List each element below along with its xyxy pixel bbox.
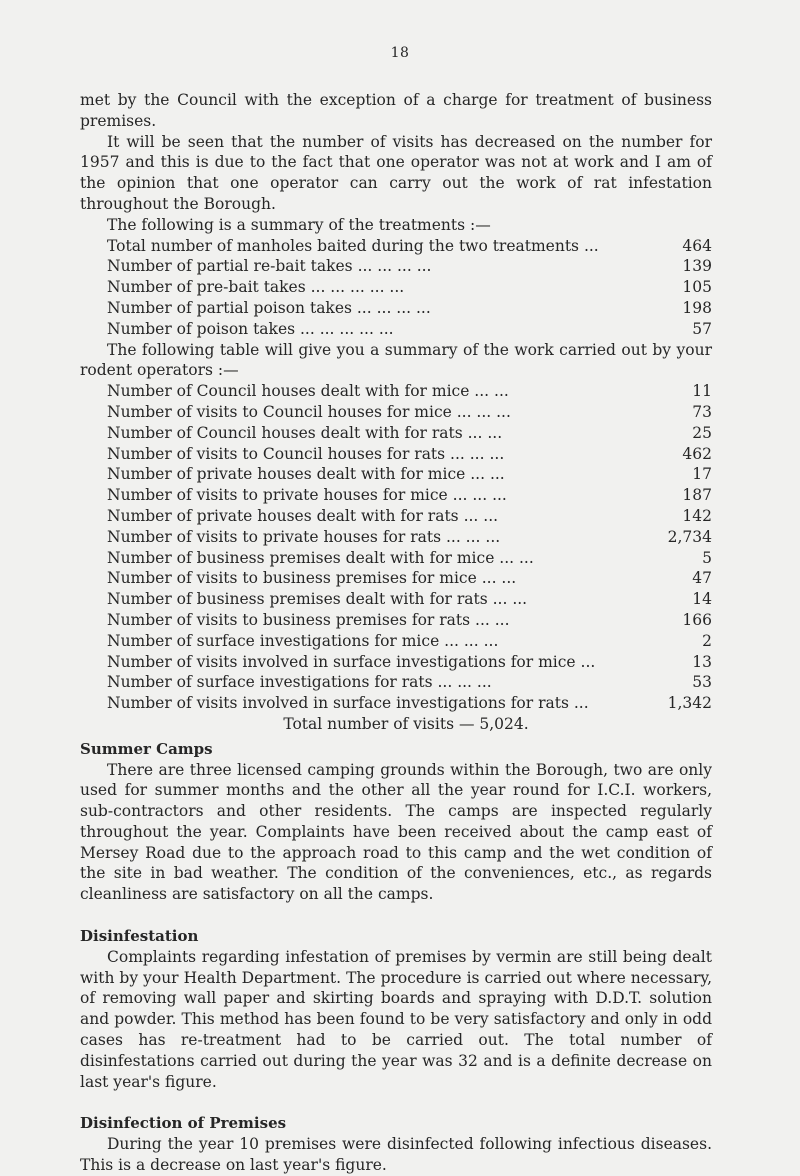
treatment-row-label: Number of partial re-bait takes ... ... ... ...: [107, 257, 432, 276]
work-row-value: 13: [692, 652, 712, 671]
work-row: [107, 568, 712, 589]
section-heading-disinfection: Disinfection of Premises: [80, 1114, 287, 1133]
work-row-label: Number of visits to business premises for mice ... ...: [107, 569, 517, 588]
treatment-row-value: 57: [692, 319, 712, 338]
work-row: [107, 693, 712, 714]
work-row-label: Number of Council houses dealt with for mice ... ...: [107, 382, 509, 401]
treatment-row: [107, 256, 712, 277]
paragraph: met by the Council with the exception of a charge for treatment of business premises.: [80, 91, 712, 130]
work-row-label: Number of business premises dealt with for rats ... ...: [107, 590, 528, 609]
work-row-value: 166: [682, 610, 712, 629]
work-row: [107, 423, 712, 444]
work-list: [80, 381, 712, 714]
treatments-list: [80, 236, 712, 340]
work-row-label: Number of visits to private houses for rats ... ... ...: [107, 527, 501, 546]
work-row: [107, 631, 712, 652]
work-row: [107, 444, 712, 465]
work-row-value: 5: [702, 548, 712, 567]
treatment-row: [107, 277, 712, 298]
paragraph: There are three licensed camping grounds within the Borough, two are only used for summer months and the other all the year round for I.C.I. workers, sub-contractors and other residents. The camps are inspected regularly throughout the year. Complaints have been received about the camp east of Mersey Road due to the approach road to this camp and the wet condition of the site in bad weather. The condition of the conveniences, etc., as regards cleanliness are satisfactory on all the camps.: [80, 760, 712, 904]
work-row-value: 2,734: [667, 527, 712, 546]
work-row-value: 25: [692, 423, 712, 442]
work-row: [107, 672, 712, 693]
work-row-value: 53: [692, 673, 712, 692]
work-row-value: 142: [682, 506, 712, 525]
treatment-row: [107, 319, 712, 340]
treatment-row-label: Total number of manholes baited during the two treatments ...: [107, 236, 599, 255]
treatment-row: [107, 236, 712, 257]
paragraph: Complaints regarding infestation of premises by vermin are still being dealt with by your Health Department. The procedure is carried out where necessary, of removing wall paper and skirting boards and spraying with D.D.T. solution and powder. This method has been found to be very satisfactory and only in odd cases has re-treatment had to be carried out. The total number of disinfestations carried out during the year was 32 and is a definite decrease on last year's figure.: [80, 947, 712, 1091]
work-row: [107, 485, 712, 506]
work-row-value: 1,342: [667, 694, 712, 713]
work-row-label: Number of visits involved in surface investigations for rats ...: [107, 694, 589, 713]
treatment-row-label: Number of pre-bait takes ... ... ... ... ...: [107, 278, 405, 297]
work-row-value: 73: [692, 402, 712, 421]
work-row-label: Number of surface investigations for mice ... ... ...: [107, 631, 499, 650]
work-row-value: 14: [692, 590, 712, 609]
work-row-label: Number of business premises dealt with for mice ... ...: [107, 548, 534, 567]
work-row-label: Number of visits to Council houses for mice ... ... ...: [107, 402, 511, 421]
work-row-label: Number of visits to private houses for mice ... ... ...: [107, 486, 507, 505]
work-row-value: 187: [682, 486, 712, 505]
body-text: [80, 90, 712, 1176]
work-row: [107, 506, 712, 527]
work-row: [107, 381, 712, 402]
treatment-row-label: Number of poison takes ... ... ... ... ...: [107, 319, 394, 338]
treatment-row-value: 464: [682, 236, 712, 255]
total-visits: Total number of visits — 5,024.: [283, 714, 529, 733]
work-row: [107, 402, 712, 423]
work-row-label: Number of visits involved in surface investigations for mice ...: [107, 652, 596, 671]
work-row-value: 17: [692, 465, 712, 484]
treatment-row-value: 105: [682, 278, 712, 297]
work-row: [107, 610, 712, 631]
work-row-label: Number of visits to Council houses for rats ... ... ...: [107, 444, 505, 463]
work-row-label: Number of surface investigations for rats ... ... ...: [107, 673, 492, 692]
treatment-row-value: 139: [682, 257, 712, 276]
paragraph: During the year 10 premises were disinfected following infectious diseases. This is a decrease on last year's figure.: [80, 1135, 712, 1175]
treatment-row-label: Number of partial poison takes ... ... ... ...: [107, 298, 431, 317]
page-number: 18: [390, 45, 410, 61]
work-row: [107, 589, 712, 610]
work-row-label: Number of private houses dealt with for rats ... ...: [107, 506, 499, 525]
work-row: [107, 527, 712, 548]
treatment-row: [107, 298, 712, 319]
work-row-value: 47: [692, 569, 712, 588]
work-row-label: Number of visits to business premises for rats ... ...: [107, 610, 510, 629]
work-row-label: Number of Council houses dealt with for rats ... ...: [107, 423, 503, 442]
treatment-row-value: 198: [682, 298, 712, 317]
work-row-value: 462: [682, 444, 712, 463]
work-row: [107, 548, 712, 569]
paragraph: It will be seen that the number of visits has decreased on the number for 1957 and this is due to the fact that one operator was not at work and I am of the opinion that one operator can carry out the work of rat infestation throughout the Borough.: [80, 132, 712, 213]
work-row: [107, 464, 712, 485]
work-row-value: 2: [702, 631, 712, 650]
work-row-label: Number of private houses dealt with for mice ... ...: [107, 465, 505, 484]
work-row: [107, 652, 712, 673]
paragraph: The following is a summary of the treatments :—: [107, 215, 491, 234]
section-heading-summer-camps: Summer Camps: [80, 739, 213, 758]
work-row-value: 11: [692, 382, 712, 401]
paragraph: The following table will give you a summary of the work carried out by your rodent operators :—: [80, 340, 712, 380]
section-heading-disinfestation: Disinfestation: [80, 927, 199, 946]
